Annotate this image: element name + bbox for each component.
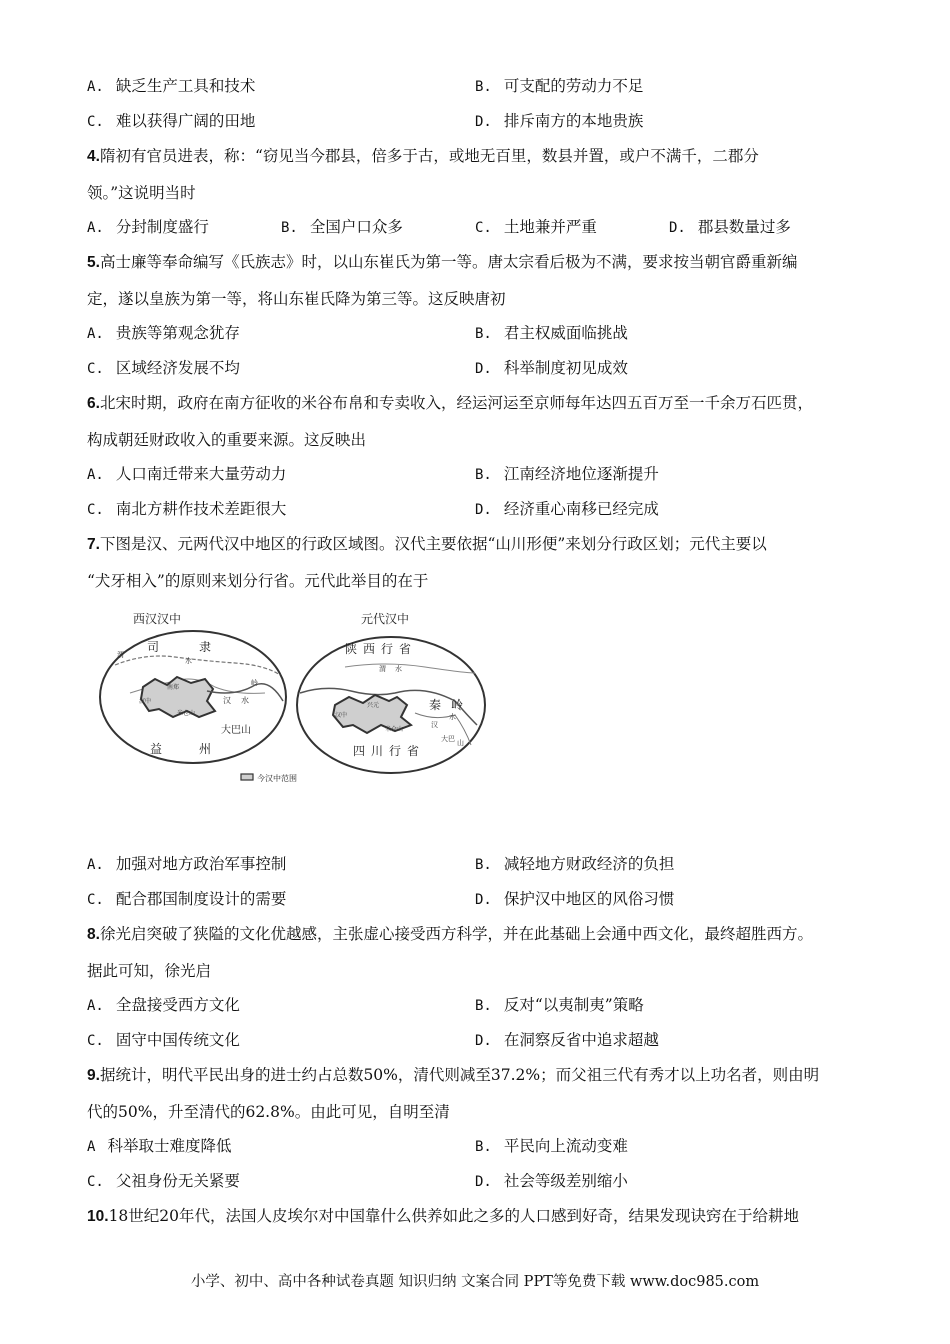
right-label-shui2: 水	[449, 713, 456, 721]
left-label-shui2: 水	[241, 696, 249, 705]
left-label-nanzheng: 南郑	[167, 684, 180, 691]
q8-option-a: A. 全盘接受西方文化	[87, 996, 240, 1014]
right-label-shui: 水	[395, 665, 402, 673]
q5-option-c: C. 区域经济发展不均	[87, 359, 240, 377]
q7-option-d: D. 保护汉中地区的风俗习惯	[475, 890, 675, 908]
left-label-li: 隶	[199, 640, 212, 654]
left-label-han: 汉	[223, 696, 231, 705]
q10-stem-line1: 10.18世纪20年代，法国人皮埃尔对中国靠什么供养如此之多的人口感到好奇，结果发现诀窍在于给耕地	[87, 1207, 800, 1225]
q4-stem-line1: 4.隋初有官员进表，称：“窃见当今郡县，倍多于古，或地无百里，数县并置，或户不满千，二郡分	[87, 147, 759, 165]
q7-stem-line2: “犬牙相入”的原则来划分行省。元代此举目的在于	[87, 572, 429, 590]
left-label-hanzhong: 汉中	[139, 698, 152, 705]
q7-stem-line1: 7.下图是汉、元两代汉中地区的行政区域图。汉代主要依据“山川形便”来划分行政区划；元代主要以	[87, 535, 767, 553]
q3-option-c: C. 难以获得广阔的田地	[87, 112, 256, 130]
q9-option-d: D. 社会等级差别缩小	[475, 1172, 628, 1190]
left-label-daba: 大巴山	[221, 725, 251, 736]
q3-option-b: B. 可支配的劳动力不足	[475, 77, 644, 95]
right-label-qin: 秦	[429, 698, 442, 712]
right-label-ling: 岭	[451, 698, 464, 712]
q8-option-c: C. 固守中国传统文化	[87, 1031, 240, 1049]
left-map-title: 西汉汉中	[132, 612, 182, 626]
left-map-boundary-north	[115, 656, 280, 675]
hanzhong-map-figure	[95, 605, 495, 790]
legend-swatch	[241, 774, 253, 780]
q6-option-a: A. 人口南迁带来大量劳动力	[87, 465, 287, 483]
q9-option-c: C. 父祖身份无关紧要	[87, 1172, 240, 1190]
right-label-shan: 山	[457, 739, 464, 747]
legend-label: 今汉中范围	[257, 774, 297, 783]
q6-option-c: C. 南北方耕作技术差距很大	[87, 500, 287, 518]
right-label-sichuan: 四川行省	[353, 744, 426, 758]
q9-option-b: B. 平民向上流动变难	[475, 1137, 628, 1155]
right-label-hanzhong: 汉中	[335, 712, 348, 719]
q4-stem-line2: 领。”这说明当时	[87, 184, 196, 202]
left-label-shui: 水	[185, 657, 192, 665]
q8-option-b: B. 反对“以夷制夷”策略	[475, 996, 644, 1014]
q6-option-d: D. 经济重心南移已经完成	[475, 500, 659, 518]
q7-option-c: C. 配合郡国制度设计的需要	[87, 890, 287, 908]
left-label-wei: 渭	[117, 651, 124, 659]
q8-stem-line2: 据此可知，徐光启	[87, 962, 212, 980]
right-map-title: 元代汉中	[360, 612, 410, 626]
right-map-river-wei	[345, 664, 475, 673]
q6-option-b: B. 江南经济地位逐渐提升	[475, 465, 659, 483]
left-label-si: 司	[147, 640, 160, 654]
q3-option-a: A. 缺乏生产工具和技术	[87, 77, 256, 95]
hanzhong-map-svg	[95, 605, 495, 790]
left-label-ling: 岭	[251, 679, 258, 687]
q7-option-b: B. 减轻地方财政经济的负担	[475, 855, 675, 873]
q4-option-d: D. 郡县数量过多	[669, 218, 791, 236]
right-label-micang: 米仓山	[385, 726, 404, 733]
q5-option-b: B. 君主权威面临挑战	[475, 324, 628, 342]
q9-stem-line2: 代的50%，升至清代的62.8%。由此可见，自明至清	[87, 1103, 450, 1121]
q5-option-a: A. 贵族等第观念犹存	[87, 324, 240, 342]
right-label-xingyuan: 兴元	[367, 702, 380, 709]
q5-stem-line1: 5.高士廉等奉命编写《氏族志》时，以山东崔氏为第一等。唐太宗看后极为不满，要求按当朝官爵重新编	[87, 253, 798, 271]
page-footer: 小学、初中、高中各种试卷真题 知识归纳 文案合同 PPT等免费下载 www.doc985.com	[190, 1274, 760, 1290]
q4-option-b: B. 全国户口众多	[281, 218, 403, 236]
q8-stem-line1: 8.徐光启突破了狭隘的文化优越感，主张虚心接受西方科学，并在此基础上会通中西文化，最终超胜西方。	[87, 925, 813, 943]
right-label-wei: 渭	[379, 665, 386, 673]
q6-stem-line2: 构成朝廷财政收入的重要来源。这反映出	[87, 431, 367, 449]
left-label-yi: 益	[150, 742, 163, 756]
q8-option-d: D. 在洞察反省中追求超越	[475, 1031, 659, 1049]
q9-option-a: A 科举取士难度降低	[87, 1137, 232, 1155]
right-label-han: 汉	[431, 721, 438, 729]
q6-stem-line1: 6.北宋时期，政府在南方征收的米谷布帛和专卖收入，经运河运至京师每年达四五百万至一千余万石匹贯，	[87, 394, 813, 412]
left-label-zhou: 州	[199, 742, 212, 756]
left-label-micang: 米仓山	[177, 710, 196, 717]
q3-option-d: D. 排斥南方的本地贵族	[475, 112, 644, 130]
q4-option-a: A. 分封制度盛行	[87, 218, 209, 236]
q5-stem-line2: 定，遂以皇族为第一等，将山东崔氏降为第三等。这反映唐初	[87, 290, 506, 308]
right-label-daba: 大巴	[441, 735, 455, 743]
q4-option-c: C. 土地兼并严重	[475, 218, 597, 236]
q9-stem-line1: 9.据统计，明代平民出身的进士约占总数50%，清代则减至37.2%；而父祖三代有秀才以上功名者，则由明	[87, 1066, 820, 1084]
q7-option-a: A. 加强对地方政治军事控制	[87, 855, 287, 873]
right-label-shaanxi: 陕西行省	[345, 642, 418, 656]
q5-option-d: D. 科举制度初见成效	[475, 359, 628, 377]
